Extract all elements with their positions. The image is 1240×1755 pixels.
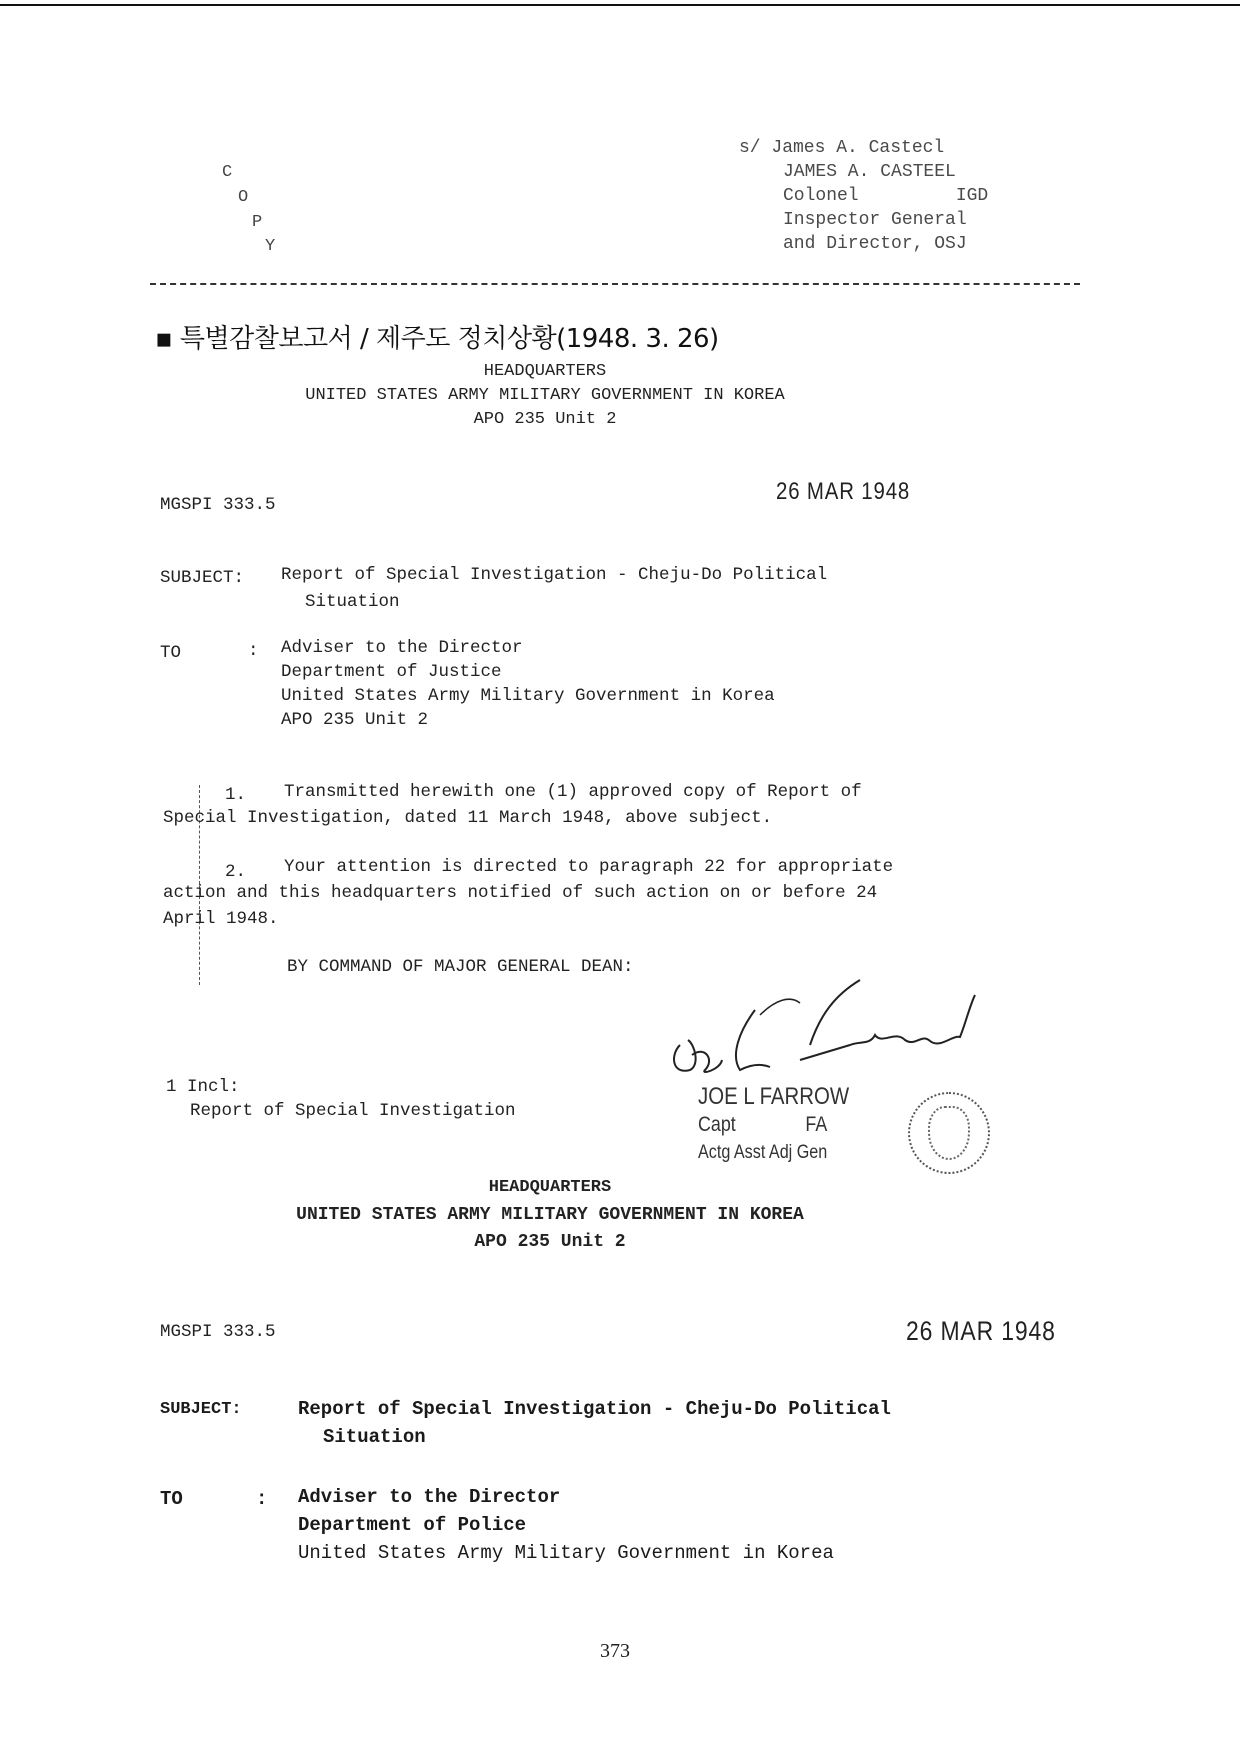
signer-rank: Capt (698, 1113, 736, 1136)
letter1-to-line: Department of Justice (281, 662, 502, 682)
paragraph-1-text-cont: Special Investigation, dated 11 March 1948, above subject. (163, 808, 773, 828)
signer-block (698, 1083, 849, 1167)
copy-stamp-letter: O (238, 188, 249, 207)
letter1-subject-text: Report of Special Investigation - Cheju-Do Political (281, 565, 828, 585)
letter2-to-line: United States Army Military Government in Korea (298, 1542, 834, 1564)
letter1-subject-text-cont: Situation (305, 592, 400, 612)
enclosure-item: Report of Special Investigation (190, 1101, 516, 1121)
letter2-to-colon: : (256, 1488, 268, 1510)
letter1-to-line: Adviser to the Director (281, 638, 523, 658)
signature-line: s/ James A. Castecl (739, 138, 945, 158)
letter2-file-number: MGSPI 333.5 (160, 1322, 276, 1342)
letter2-to-label: TO (160, 1488, 183, 1510)
signature-line: and Director, OSJ (783, 234, 967, 254)
signature-line: JAMES A. CASTEEL (783, 162, 956, 182)
paragraph-2-text-cont: action and this headquarters notified of such action on or before 24 (163, 883, 878, 903)
letter1-file-number: MGSPI 333.5 (160, 495, 276, 515)
signature-line: Colonel IGD (783, 186, 989, 206)
korean-section-title: ▪ 특별감찰보고서 / 제주도 정치상황(1948. 3. 26) (155, 324, 719, 354)
page-number: 373 (600, 1640, 630, 1662)
enclosure-label: 1 Incl: (166, 1077, 240, 1097)
letter2-header-org: UNITED STATES ARMY MILITARY GOVERNMENT IN KOREA (296, 1205, 804, 1225)
top-signature-block (739, 136, 989, 256)
separator-dashed-line (150, 283, 1080, 285)
paragraph-2-text-cont: April 1948. (163, 909, 279, 929)
signature-line: Inspector General (783, 210, 967, 230)
letter2-subject-label: SUBJECT: (160, 1400, 242, 1419)
handwritten-signature-icon (660, 975, 1000, 1085)
letter2-to-line: Adviser to the Director (298, 1486, 561, 1508)
letter1-header-apo: APO 235 Unit 2 (473, 410, 617, 429)
official-seal-icon (908, 1092, 990, 1174)
paragraph-1-number: 1. (225, 785, 247, 805)
copy-stamp-letter: C (222, 163, 233, 182)
letter1-header-hq: HEADQUARTERS (483, 362, 607, 381)
letter1-to-line: United States Army Military Government in Korea (281, 686, 775, 706)
scan-top-border (0, 4, 1240, 6)
paragraph-2-text: Your attention is directed to paragraph 22 for appropriate (284, 857, 894, 877)
letter1-to-line: APO 235 Unit 2 (281, 710, 429, 730)
letter2-subject-text-cont: Situation (323, 1426, 426, 1448)
letter1-to-label: TO (160, 643, 182, 663)
letter1-header-org: UNITED STATES ARMY MILITARY GOVERNMENT IN KOREA (305, 386, 785, 405)
copy-stamp-letter: Y (265, 237, 276, 256)
letter2-to-line: Department of Police (298, 1514, 527, 1536)
signer-branch: FA (805, 1113, 828, 1136)
copy-stamp-letter: P (252, 213, 263, 232)
letter2-header-hq: HEADQUARTERS (488, 1178, 612, 1197)
letter1-to-colon: : (248, 641, 259, 661)
letter1-date-stamp: 26 MAR 1948 (776, 478, 911, 505)
paragraph-2-number: 2. (225, 862, 247, 882)
signer-title: Actg Asst Adj Gen (698, 1142, 828, 1163)
letter2-date-stamp: 26 MAR 1948 (906, 1316, 1056, 1346)
command-line: BY COMMAND OF MAJOR GENERAL DEAN: (287, 957, 634, 977)
letter1-subject-label: SUBJECT: (160, 568, 245, 588)
letter2-header-apo: APO 235 Unit 2 (474, 1232, 626, 1252)
signer-name: JOE L FARROW (698, 1083, 850, 1110)
letter2-subject-text: Report of Special Investigation - Cheju-Do Political (298, 1398, 891, 1420)
paragraph-1-text: Transmitted herewith one (1) approved copy of Report of (284, 782, 862, 802)
